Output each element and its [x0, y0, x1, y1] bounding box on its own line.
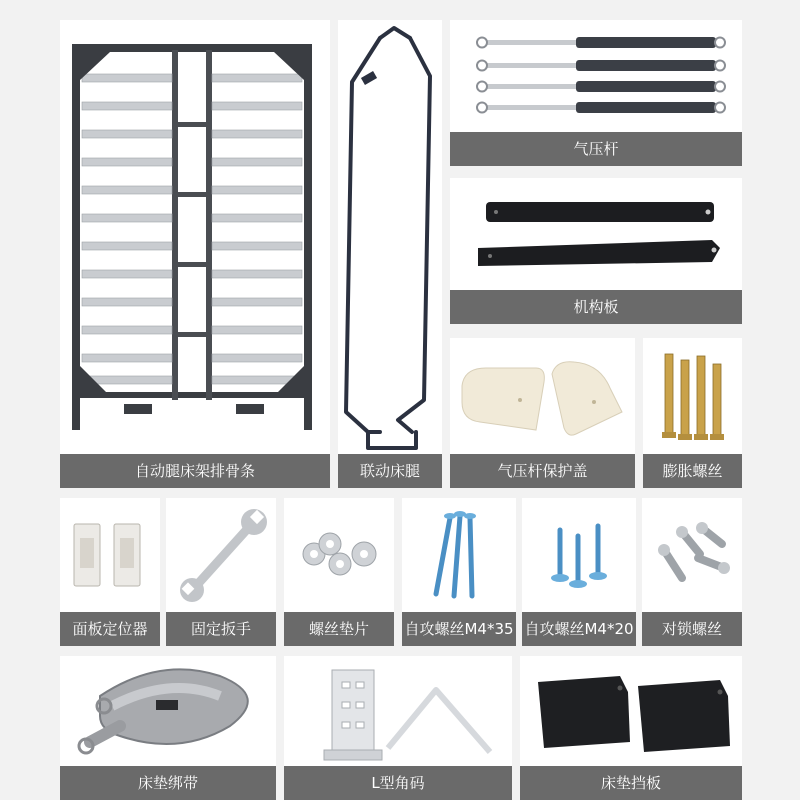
mattress-stop-label: 床垫挡板 — [520, 766, 742, 800]
linked-legs-image — [338, 20, 442, 454]
mechanism-plate-label: 机构板 — [450, 290, 742, 324]
wrench-label: 固定扳手 — [166, 612, 276, 646]
gas-struts-image — [450, 20, 742, 132]
bed-frame-label: 自动腿床架排骨条 — [60, 454, 330, 488]
bed-frame-image — [60, 20, 330, 454]
screws-m4x20-image — [522, 498, 636, 612]
product-card-strut-covers — [450, 338, 635, 488]
locking-screws-image — [642, 498, 742, 612]
panel-positioner-label: 面板定位器 — [60, 612, 160, 646]
product-card-screws-m4x20 — [522, 498, 636, 646]
product-card-bed-frame — [60, 20, 330, 488]
l-brackets-image — [284, 656, 512, 766]
screws-m4x35-image — [402, 498, 516, 612]
product-card-gas-struts — [450, 20, 742, 166]
mattress-straps-label: 床垫绑带 — [60, 766, 276, 800]
wrench-image — [166, 498, 276, 612]
mattress-stop-image — [520, 656, 742, 766]
locking-screws-label: 对锁螺丝 — [642, 612, 742, 646]
washers-image — [284, 498, 394, 612]
expansion-screws-label: 膨胀螺丝 — [643, 454, 742, 488]
product-card-l-brackets — [284, 656, 512, 800]
expansion-screws-image — [643, 338, 742, 454]
mechanism-plate-image — [450, 178, 742, 290]
product-card-mattress-straps — [60, 656, 276, 800]
product-card-mechanism-plate — [450, 178, 742, 324]
product-card-panel-positioner — [60, 498, 160, 646]
strut-covers-label: 气压杆保护盖 — [450, 454, 635, 488]
screws-m4x20-label: 自攻螺丝M4*20 — [522, 612, 636, 646]
mattress-straps-image — [60, 656, 276, 766]
strut-covers-image — [450, 338, 635, 454]
l-brackets-label: L型角码 — [284, 766, 512, 800]
washers-label: 螺丝垫片 — [284, 612, 394, 646]
product-card-wrench — [166, 498, 276, 646]
product-card-washers — [284, 498, 394, 646]
screws-m4x35-label: 自攻螺丝M4*35 — [402, 612, 516, 646]
gas-struts-label: 气压杆 — [450, 132, 742, 166]
panel-positioner-image — [60, 498, 160, 612]
product-card-linked-legs — [338, 20, 442, 488]
product-card-mattress-stop — [520, 656, 742, 800]
product-card-expansion-screws — [643, 338, 742, 488]
product-card-screws-m4x35 — [402, 498, 516, 646]
linked-legs-label: 联动床腿 — [338, 454, 442, 488]
product-card-locking-screws — [642, 498, 742, 646]
